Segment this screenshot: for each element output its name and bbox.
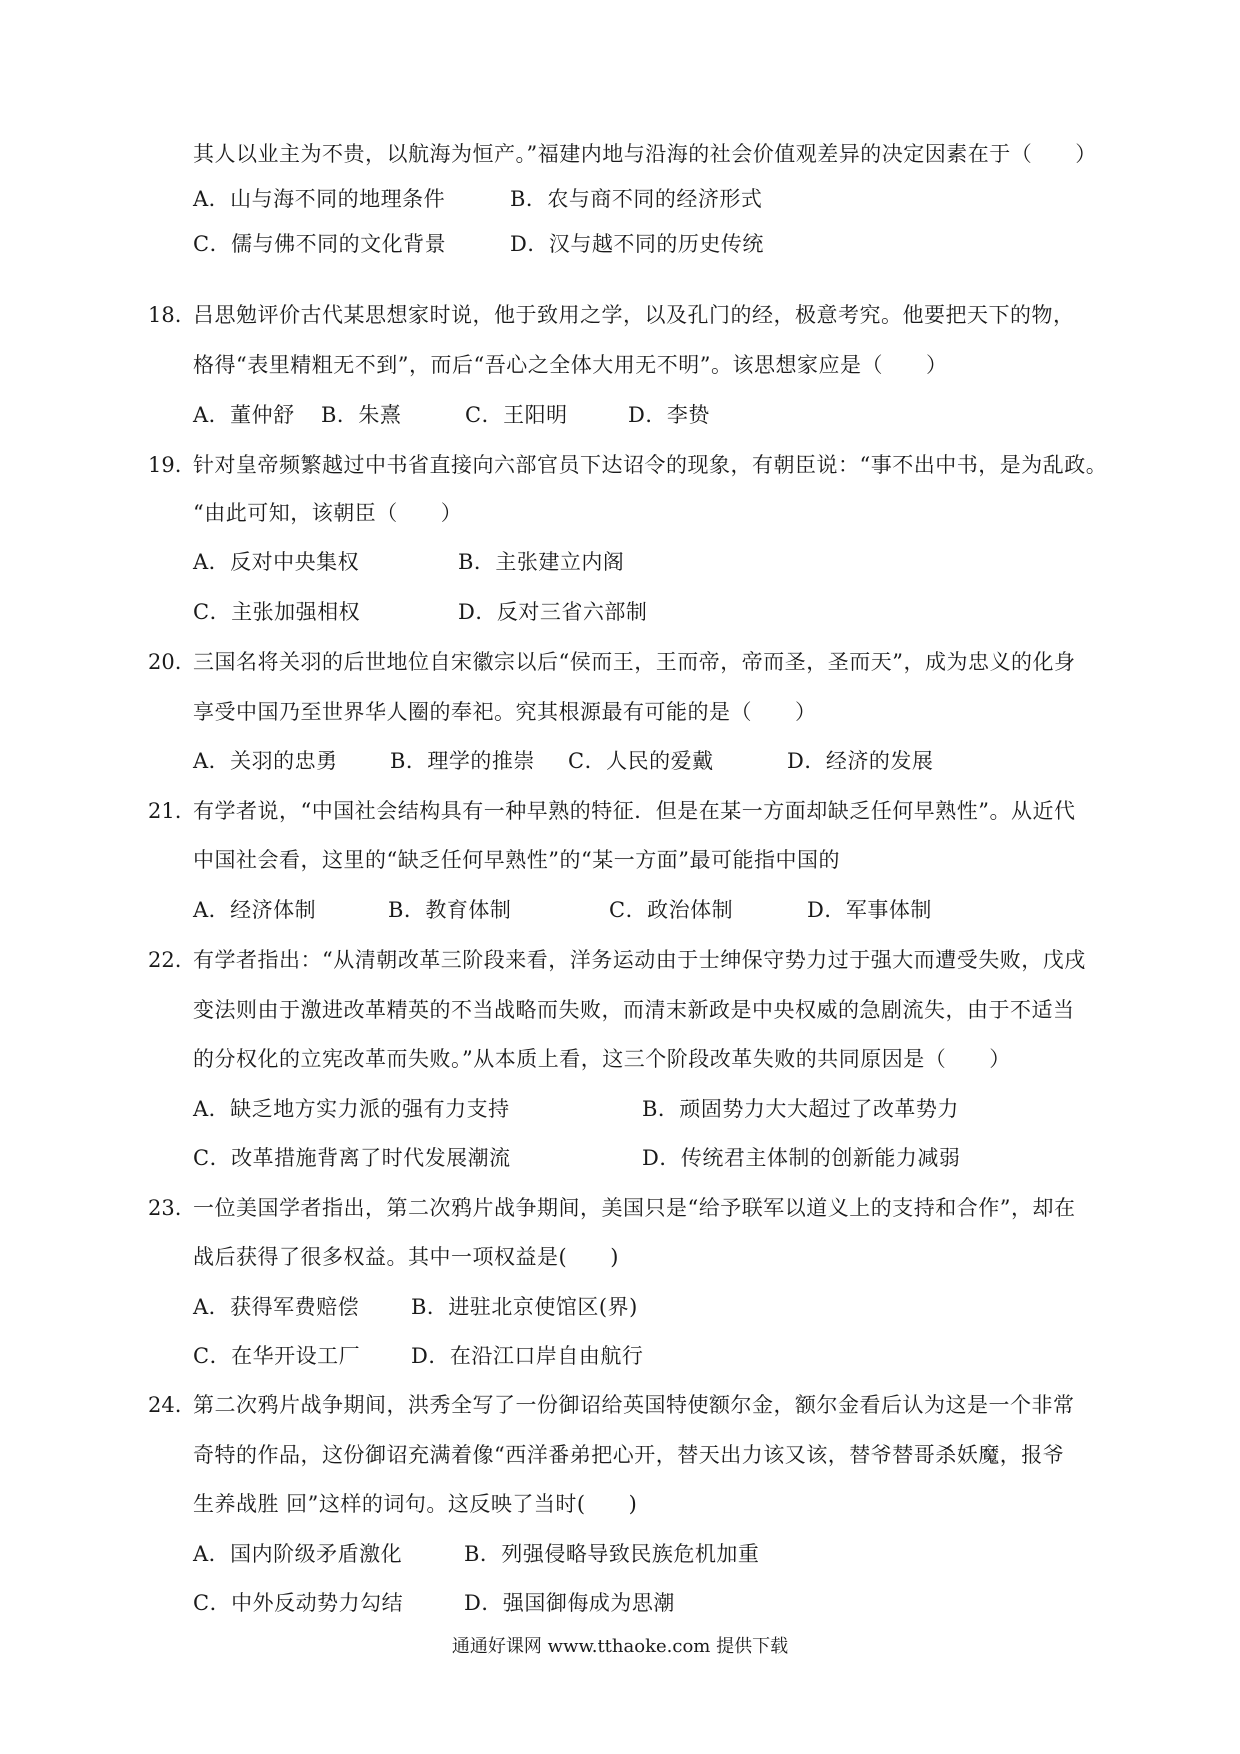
option-d: D．李贽 [628,403,710,427]
question-23-line-2: 战后获得了很多权益。其中一项权益是( ) [193,1245,619,1269]
option-d: D．传统君主体制的创新能力减弱 [642,1146,961,1170]
question-number: 24. [148,1393,182,1417]
question-17-line-2: 其人以业主为不贵，以航海为恒产。”福建内地与沿海的社会价值观差异的决定因素在于（ ） [193,142,1097,166]
question-number: 22. [148,948,182,972]
option-c: C．儒与佛不同的文化背景 [193,232,447,256]
option-a: A．缺乏地方实力派的强有力支持 [193,1097,510,1121]
option-a: A．山与海不同的地理条件 [193,187,446,211]
option-b: B．进驻北京使馆区(界) [411,1295,638,1319]
option-b: B．主张建立内阁 [458,550,625,574]
option-a: A．国内阶级矛盾激化 [193,1542,403,1566]
option-b: B．朱熹 [321,403,402,427]
question-19-line-1: 针对皇帝频繁越过中书省直接向六部官员下达诏令的现象，有朝臣说：“事不出中书，是为乱政。 [193,453,1108,477]
option-d: D．反对三省六部制 [458,600,648,624]
option-d: D．经济的发展 [787,749,934,773]
page-footer: 通通好课网 www.tthaoke.com 提供下载 [451,1636,789,1657]
question-24-line-1: 第二次鸦片战争期间，洪秀全写了一份御诏给英国特使额尔金，额尔金看后认为这是一个非常 [193,1393,1075,1417]
option-a: A．获得军费赔偿 [193,1295,360,1319]
question-23-line-1: 一位美国学者指出，第二次鸦片战争期间，美国只是“给予联军以道义上的支持和合作”，却在 [193,1196,1076,1220]
question-18-line-1: 吕思勉评价古代某思想家时说，他于致用之学，以及孔门的经，极意考究。他要把天下的物， [193,303,1075,327]
option-c: C．中外反动势力勾结 [193,1591,404,1615]
question-number: 21. [148,799,182,823]
option-a: A．反对中央集权 [193,550,360,574]
option-b: B．理学的推崇 [390,749,535,773]
option-c: C．主张加强相权 [193,600,361,624]
option-c: C．王阳明 [465,403,568,427]
question-22-line-2: 变法则由于激进改革精英的不当战略而失败，而清末新政是中央权威的急剧流失，由于不适当 [193,998,1075,1022]
option-a: A．经济体制 [193,898,317,922]
question-number: 23. [148,1196,182,1220]
question-22-line-3: 的分权化的立宪改革而失败。”从本质上看，这三个阶段改革失败的共同原因是（ ） [193,1047,1011,1071]
question-number: 18. [148,303,182,327]
question-20-line-2: 享受中国乃至世界华人圈的奉祀。究其根源最有可能的是（ ） [193,700,817,724]
option-d: D．强国御侮成为思潮 [464,1591,675,1615]
question-24-line-2: 奇特的作品，这份御诏充满着像“西洋番弟把心开，替天出力该又该，替爷替哥杀妖魔，报爷 [193,1443,1065,1467]
option-b: B．教育体制 [388,898,512,922]
option-c: C．政治体制 [609,898,734,922]
question-22-line-1: 有学者指出：“从清朝改革三阶段来看，洋务运动由于士绅保守势力过于强大而遭受失败，戊戌 [193,948,1086,972]
question-21-line-2: 中国社会看，这里的“缺乏任何早熟性”的“某一方面”最可能指中国的 [193,848,840,872]
option-c: C．人民的爱戴 [568,749,714,773]
question-number: 19. [148,453,182,477]
option-c: C．改革措施背离了时代发展潮流 [193,1146,511,1170]
question-number: 20. [148,650,182,674]
option-c: C．在华开设工厂 [193,1344,361,1368]
question-18-line-2: 格得“表里精粗无不到”，而后“吾心之全体大用无不明”。该思想家应是（ ） [193,353,948,377]
option-b: B．农与商不同的经济形式 [510,187,763,211]
option-b: B．顽固势力大大超过了改革势力 [642,1097,959,1121]
question-21-line-1: 有学者说，“中国社会结构具有一种早熟的特征．但是在某一方面却缺乏任何早熟性”。从近代 [193,799,1076,823]
option-d: D．在沿江口岸自由航行 [411,1344,644,1368]
option-a: A．关羽的忠勇 [193,749,338,773]
question-19-line-2: “由此可知，该朝臣（ ） [193,501,463,525]
option-d: D．军事体制 [807,898,932,922]
question-24-line-3: 生养战胜 回”这样的词句。这反映了当时( ) [193,1492,638,1516]
option-b: B．列强侵略导致民族危机加重 [464,1542,760,1566]
question-20-line-1: 三国名将关羽的后世地位自宋徽宗以后“侯而王，王而帝，帝而圣，圣而天”，成为忠义的化身 [193,650,1076,674]
option-a: A．董仲舒 [193,403,295,427]
option-d: D．汉与越不同的历史传统 [510,232,764,256]
